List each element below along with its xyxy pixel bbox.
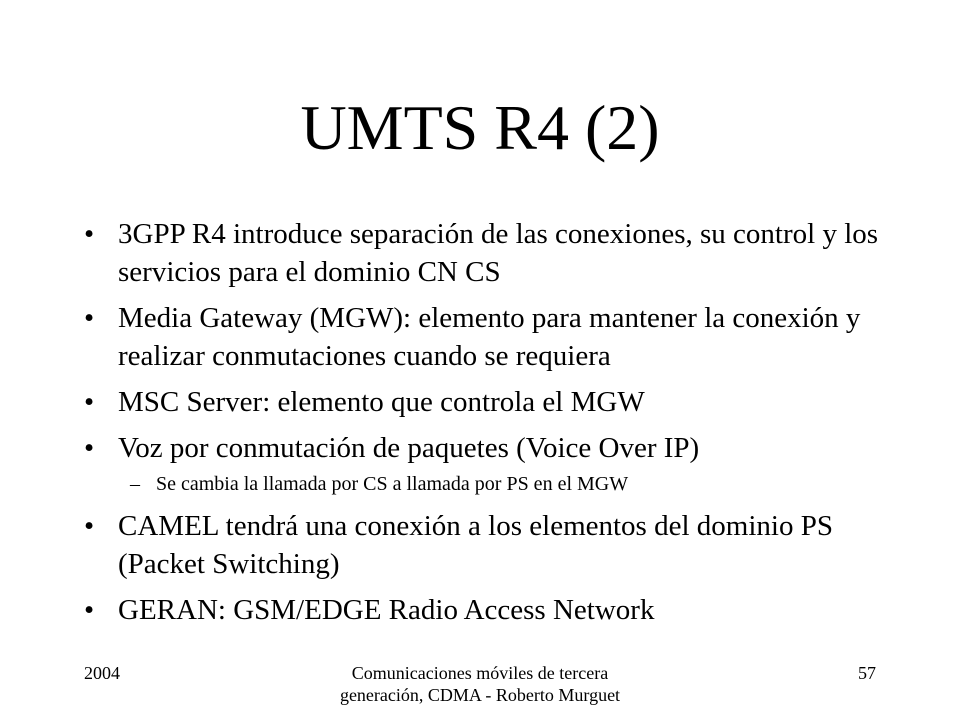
footer-page-number: 57 bbox=[858, 663, 876, 683]
sub-bullet-text: Se cambia la llamada por CS a llamada por PS en el MGW bbox=[156, 473, 629, 495]
bullet-text: CAMEL tendrá una conexión a los elementos del dominio PS (Packet Switching) bbox=[118, 510, 833, 580]
bullet-marker: • bbox=[84, 218, 95, 250]
bullet-text: 3GPP R4 introduce separación de las conexiones, su control y los servicios para el dominio CN CS bbox=[118, 218, 879, 288]
bullet-marker: • bbox=[84, 510, 95, 542]
bullet-marker: • bbox=[84, 386, 95, 418]
footer-year: 2004 bbox=[84, 663, 120, 683]
bullet-text: MSC Server: elemento que controla el MGW bbox=[118, 386, 645, 418]
sub-bullet-item bbox=[84, 471, 884, 497]
slide-title: UMTS R4 (2) bbox=[300, 92, 660, 163]
bullet-marker: • bbox=[84, 432, 95, 464]
bullet-item bbox=[84, 299, 884, 375]
bullet-text: Voz por conmutación de paquetes (Voice Over IP) bbox=[118, 432, 700, 464]
sub-bullet-marker: – bbox=[130, 473, 140, 495]
bullet-text: Media Gateway (MGW): elemento para mantener la conexión y realizar conmutaciones cuando se requiera bbox=[118, 302, 861, 372]
bullet-item bbox=[84, 507, 884, 583]
bullet-list bbox=[84, 215, 884, 637]
bullet-text: GERAN: GSM/EDGE Radio Access Network bbox=[118, 594, 655, 626]
bullet-item bbox=[84, 591, 884, 629]
bullet-item bbox=[84, 383, 884, 421]
bullet-marker: • bbox=[84, 594, 95, 626]
bullet-item bbox=[84, 215, 884, 291]
footer-course-title: Comunicaciones móviles de tercera generación, CDMA - Roberto Murguet bbox=[339, 663, 621, 705]
bullet-item bbox=[84, 429, 884, 467]
bullet-marker: • bbox=[84, 302, 95, 334]
